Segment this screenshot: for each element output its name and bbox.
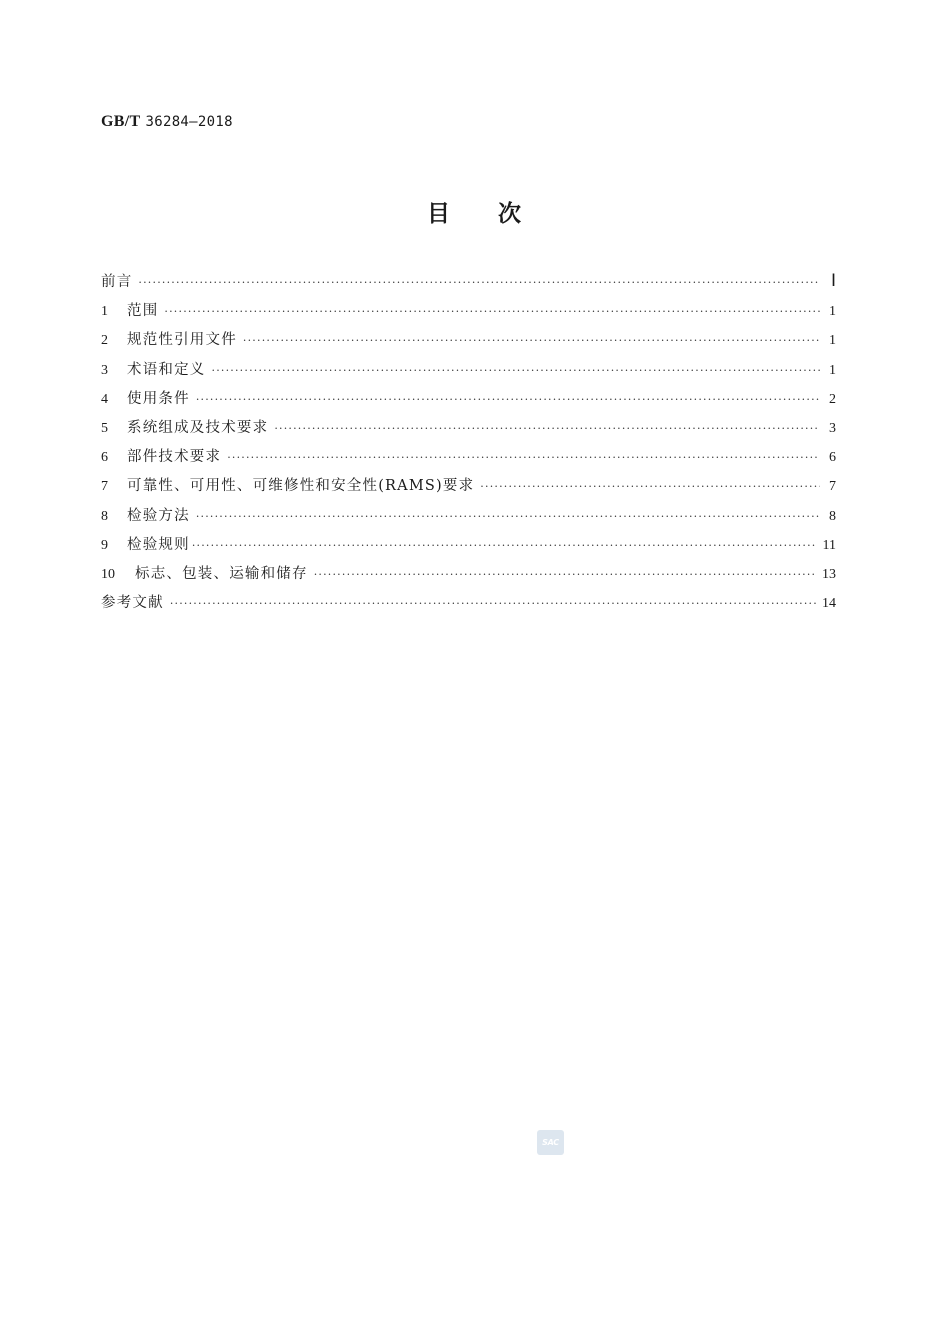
toc-section-number: 10 <box>101 566 115 582</box>
toc-section-number: 6 <box>101 450 108 466</box>
toc-section-number: 7 <box>101 479 108 495</box>
toc-entry-10[interactable] <box>101 562 836 591</box>
leader-dots <box>170 597 816 610</box>
toc-page-number: 1 <box>829 362 836 378</box>
toc-entry-3[interactable] <box>101 358 836 387</box>
toc-label: 系统组成及技术要求 <box>127 419 269 436</box>
toc-section-number: 9 <box>101 537 108 553</box>
toc-page-number: 1 <box>829 333 836 349</box>
toc-section-number: 3 <box>101 362 108 378</box>
toc-label: 范围 <box>127 303 159 320</box>
toc-label: 可靠性、可用性、可维修性和安全性(RAMS)要求 <box>127 478 475 495</box>
title-char-1: 目 <box>427 201 452 227</box>
leader-dots <box>196 393 820 406</box>
leader-dots <box>192 539 817 552</box>
toc-entry-1[interactable] <box>101 299 836 328</box>
page-title <box>0 195 950 228</box>
toc-page-number: 2 <box>829 391 836 407</box>
toc-entry-foreword[interactable] <box>101 270 836 299</box>
toc-label: 检验方法 <box>127 507 190 524</box>
toc-label: 前言 <box>101 274 133 290</box>
leader-dots <box>196 510 820 523</box>
toc-section-number: 2 <box>101 333 108 349</box>
toc-section-number: 8 <box>101 508 108 524</box>
toc-entry-8[interactable] <box>101 504 836 533</box>
toc-section-number: 5 <box>101 420 108 436</box>
toc-label: 术语和定义 <box>127 361 206 378</box>
leader-dots <box>480 480 820 493</box>
toc-page-number: 8 <box>829 508 836 524</box>
toc-entry-2[interactable] <box>101 328 836 357</box>
leader-dots <box>212 364 821 377</box>
toc-page-number: 13 <box>822 566 836 582</box>
toc-page-number: 7 <box>829 479 836 495</box>
toc-label: 部件技术要求 <box>127 449 222 466</box>
toc-label: 使用条件 <box>127 390 190 407</box>
leader-dots <box>227 451 820 464</box>
toc-label: 检验规则 <box>127 536 190 553</box>
standard-number: 36284—2018 <box>145 114 233 130</box>
toc-page-number: 14 <box>822 596 836 612</box>
leader-dots <box>138 276 820 289</box>
toc-entry-4[interactable] <box>101 387 836 416</box>
leader-dots <box>314 568 816 581</box>
title-char-2: 次 <box>498 201 523 227</box>
standard-prefix: GB/T <box>101 113 141 130</box>
toc-entry-5[interactable] <box>101 416 836 445</box>
toc-section-number: 1 <box>101 304 108 320</box>
toc-page-number: 6 <box>829 450 836 466</box>
leader-dots <box>243 334 820 347</box>
toc-page-number: 3 <box>829 420 836 436</box>
toc-page-number: 1 <box>829 304 836 320</box>
toc-entry-6[interactable] <box>101 445 836 474</box>
toc-entry-bibliography[interactable] <box>101 591 836 620</box>
toc-label: 标志、包装、运输和储存 <box>135 565 308 582</box>
watermark-text: SAC <box>542 1138 559 1147</box>
toc-section-number: 4 <box>101 391 108 407</box>
toc-page-number: Ⅰ <box>830 271 836 290</box>
sac-watermark-logo <box>537 1130 564 1155</box>
table-of-contents <box>101 270 836 620</box>
leader-dots <box>164 305 820 318</box>
standard-code <box>101 112 233 131</box>
toc-label: 参考文献 <box>101 595 164 612</box>
toc-entry-9[interactable] <box>101 533 836 562</box>
leader-dots <box>274 422 820 435</box>
toc-entry-7[interactable] <box>101 474 836 503</box>
toc-page-number: 11 <box>822 537 836 553</box>
toc-label: 规范性引用文件 <box>127 332 237 349</box>
